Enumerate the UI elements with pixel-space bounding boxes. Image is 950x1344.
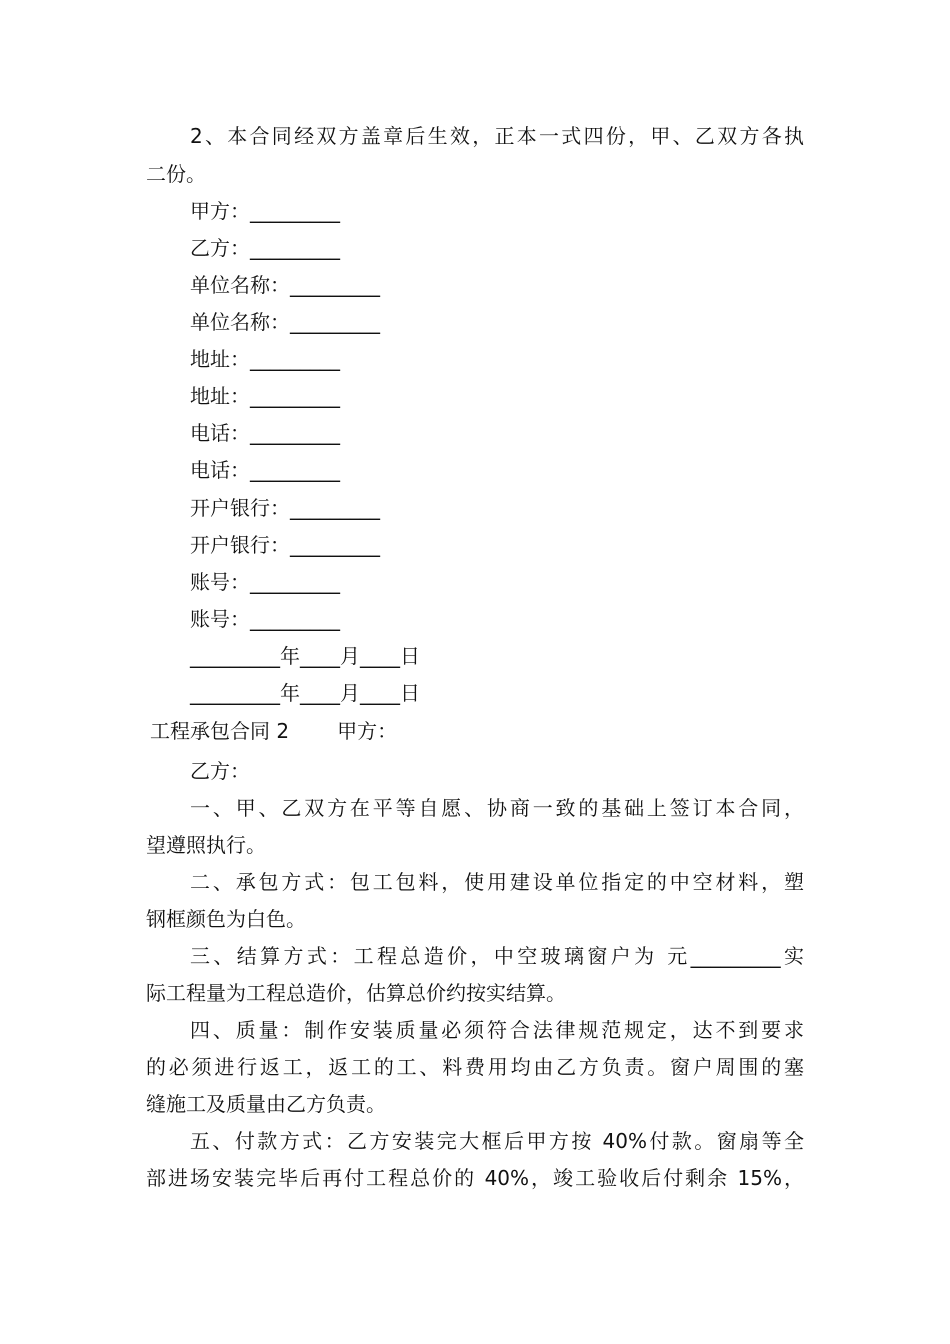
party-b-date-field: _________年____月____日 bbox=[190, 681, 420, 705]
clause-5-line-2: 部进场安装完毕后再付工程总价的 40%，竣工验收后付剩余 15%， bbox=[146, 1166, 804, 1190]
party-b-company-field: 单位名称：_________ bbox=[190, 310, 380, 334]
clause-4-line-2: 的必须进行返工，返工的工、料费用均由乙方负责。窗户周围的塞 bbox=[146, 1055, 804, 1079]
party-b-account-field: 账号：_________ bbox=[190, 607, 340, 631]
party-a-date-field: _________年____月____日 bbox=[190, 644, 420, 668]
clause-2-line-2: 二份。 bbox=[146, 162, 206, 186]
party-a-address-field: 地址：_________ bbox=[190, 347, 340, 371]
party-a-company-field: 单位名称：_________ bbox=[190, 273, 380, 297]
contract-2-title: 工程承包合同 2 bbox=[150, 719, 290, 743]
contract-2-party-b: 乙方： bbox=[190, 759, 250, 783]
clause-2b-line-1: 二、承包方式：包工包料，使用建设单位指定的中空材料，塑 bbox=[190, 870, 804, 894]
party-a-field: 甲方：_________ bbox=[190, 199, 340, 223]
clause-1-line-1: 一、甲、乙双方在平等自愿、协商一致的基础上签订本合同， bbox=[190, 796, 804, 820]
contract-2-heading-row bbox=[150, 719, 397, 743]
party-a-account-field: 账号：_________ bbox=[190, 570, 340, 594]
party-a-bank-field: 开户银行：_________ bbox=[190, 496, 380, 520]
clause-3-line-1: 三、结算方式：工程总造价，中空玻璃窗户为 元_________实 bbox=[190, 944, 804, 968]
clause-5-line-1: 五、付款方式：乙方安装完大框后甲方按 40%付款。窗扇等全 bbox=[190, 1129, 804, 1153]
clause-2-line-1: 2、本合同经双方盖章后生效，正本一式四份，甲、乙双方各执 bbox=[190, 124, 804, 148]
clause-3-line-2: 际工程量为工程总造价，估算总价约按实结算。 bbox=[146, 981, 566, 1005]
clause-1-line-2: 望遵照执行。 bbox=[146, 833, 266, 857]
clause-2b-line-2: 钢框颜色为白色。 bbox=[146, 907, 306, 931]
clause-4-line-1: 四、质量：制作安装质量必须符合法律规范规定，达不到要求 bbox=[190, 1018, 804, 1042]
contract-2-party-a: 甲方： bbox=[337, 719, 398, 743]
party-b-bank-field: 开户银行：_________ bbox=[190, 533, 380, 557]
party-b-address-field: 地址：_________ bbox=[190, 384, 340, 408]
party-b-phone-field: 电话：_________ bbox=[190, 458, 340, 482]
party-b-field: 乙方：_________ bbox=[190, 236, 340, 260]
party-a-phone-field: 电话：_________ bbox=[190, 421, 340, 445]
clause-4-line-3: 缝施工及质量由乙方负责。 bbox=[146, 1092, 386, 1116]
